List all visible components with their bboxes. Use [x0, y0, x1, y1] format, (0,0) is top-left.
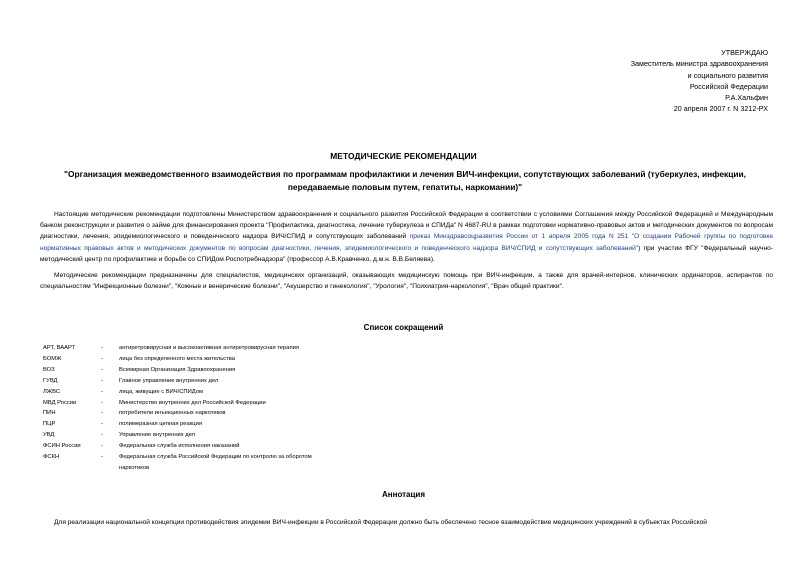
abbreviation-row: [43, 376, 373, 387]
abbreviation-dash: -: [101, 410, 103, 417]
abbreviation-row: [43, 441, 373, 452]
abbreviation-definition: потребители инъекционных наркотиков: [119, 410, 226, 417]
approval-position-line1: Заместитель министра здравоохранения: [630, 59, 768, 69]
abbreviations-list: [43, 343, 373, 474]
abbreviation-row: [43, 408, 373, 419]
abbreviation-dash: -: [101, 421, 103, 428]
abbreviation-dash: -: [101, 443, 103, 450]
abbreviation-definition: Главное управление внутренних дел: [119, 377, 219, 384]
abbreviation-definition: антиретровирусная и высокоактивная антиретровирусная терапия: [119, 345, 299, 351]
approval-name: Р.А.Хальфин: [725, 93, 768, 103]
abbreviation-definition: лица без определенного места жительства: [119, 355, 236, 362]
intro-paragraph: [40, 209, 773, 265]
abbreviation-dash: -: [101, 355, 103, 362]
abbreviation-term: АРТ, ВААРТ: [43, 345, 76, 351]
approval-date: 20 апреля 2007 г. N 3212-РХ: [673, 104, 768, 114]
approval-title: УТВЕРЖДАЮ: [721, 48, 768, 57]
abbreviation-term: ФСИН России: [43, 443, 81, 450]
abbreviation-term: ПЦР: [43, 421, 56, 428]
abbreviation-row: [43, 387, 373, 398]
purpose-text: Методические рекомендации предназначены для специалистов, медицинских организаций, оказывающих медицинскую помощь при ВИЧ-инфекции, а также для врачей-интернов, клинических ординаторов, аспирантов по специальностям "Инфекционные болезни", "Кожные и венерические болезни", "Акушерство и гинекология", "Урология", "Психиатрия-наркология", "Врач общей практики".: [40, 272, 773, 291]
abbreviation-term: ФСКН: [43, 454, 60, 461]
abbreviation-row: [43, 354, 373, 365]
abbreviation-definition: Управление внутренних дел: [119, 432, 196, 439]
abbreviation-dash: -: [101, 454, 103, 461]
purpose-paragraph: [40, 270, 773, 292]
abbreviation-dash: -: [101, 377, 103, 384]
abbreviation-definition: полимеразная цепная реакция: [119, 421, 202, 428]
annotation-paragraph: [40, 517, 773, 528]
abbreviation-dash: -: [101, 345, 103, 351]
approval-block: [631, 47, 768, 115]
abbreviation-term: ПИН: [43, 410, 56, 417]
approval-position-line2: и социального развития: [687, 70, 768, 80]
abbreviation-term: ЛЖВС: [43, 388, 61, 395]
abbreviation-definition: Федеральная служба исполнения наказаний: [119, 443, 240, 450]
abbreviation-definition: Всемирная Организация Здравоохранения: [119, 366, 236, 373]
abbreviation-row: [43, 398, 373, 409]
intro-text-end: ) при участии ФГУ "Федеральный научно-методический центр по профилактике и борьбе со СПИДом Роспотребнадзора" (профессор А.В.Кравченко, д.м.н. В.В.Беляева).: [40, 244, 773, 263]
abbreviation-dash: -: [101, 399, 103, 406]
abbreviation-row: [43, 452, 373, 474]
abbreviation-dash: -: [101, 366, 103, 373]
abbreviation-term: ВОЗ: [43, 366, 55, 373]
abbreviations-heading: Список сокращений: [363, 323, 444, 332]
intro-text-start: Настоящие методические рекомендации подготовлены Министерством здравоохранения и социального развития Российской Федерации в соответствии с условиями Соглашения между Российской Федерацией и Международным банком реконструкции и развития о займе для финансирования проекта "Профилактика, диагностика, лечение туберкулеза и СПИДа" N 4687-RU в рамках подготовки нормативно-правовых актов и методических документов по вопросам диагностики, лечения, эпидемиологического и поведенческого надзора ВИЧ/СПИД и сопутствующих заболеваний: [40, 211, 773, 241]
abbreviation-term: УВД: [43, 432, 55, 439]
annotation-text: Для реализации национальной концепции противодействия эпидемии ВИЧ-инфекции в Российской Федерации должно быть обеспечено тесное взаимодействие медицинских учреждений в субъектах Российской: [54, 519, 707, 526]
document-subtitle: "Организация межведомственного взаимодействия по программам профилактики и лечения ВИЧ-инфекции, сопутствующих заболеваний (туберкулез, инфекции, передаваемые половым путем, гепатиты, наркомании)": [63, 169, 746, 192]
abbreviation-dash: -: [101, 388, 103, 395]
abbreviation-row: [43, 365, 373, 376]
abbreviation-definition: Министерство внутренних дел Российской Федерации: [119, 399, 266, 406]
abbreviation-row: [43, 419, 373, 430]
abbreviation-row: [43, 430, 373, 441]
abbreviation-term: ГУВД: [43, 377, 58, 384]
order-link[interactable]: приказ Минздравсоцразвития России от 1 апреля 2005 года N 251 "О создании Рабочей группы по подготовке нормативных правовых актов и методических документов по вопросам диагностики, лечения, эпидемиологического и поведенческого надзора ВИЧ/СПИД и сопутствующих заболеваний": [40, 233, 773, 252]
annotation-heading: Аннотация: [382, 490, 425, 499]
abbreviation-definition: лица, живущие с ВИЧ/СПИДом: [119, 388, 203, 395]
abbreviation-definition: Федеральная служба Российской Федерации по контролю за оборотом наркотиков: [119, 454, 312, 471]
abbreviation-term: МВД России: [43, 399, 77, 406]
abbreviation-term: БОМЖ: [43, 355, 62, 362]
abbreviation-row: [43, 343, 373, 354]
approval-position-line3: Российской Федерации: [689, 81, 768, 91]
document-title: МЕТОДИЧЕСКИЕ РЕКОМЕНДАЦИИ: [330, 151, 477, 161]
abbreviation-dash: -: [101, 432, 103, 439]
